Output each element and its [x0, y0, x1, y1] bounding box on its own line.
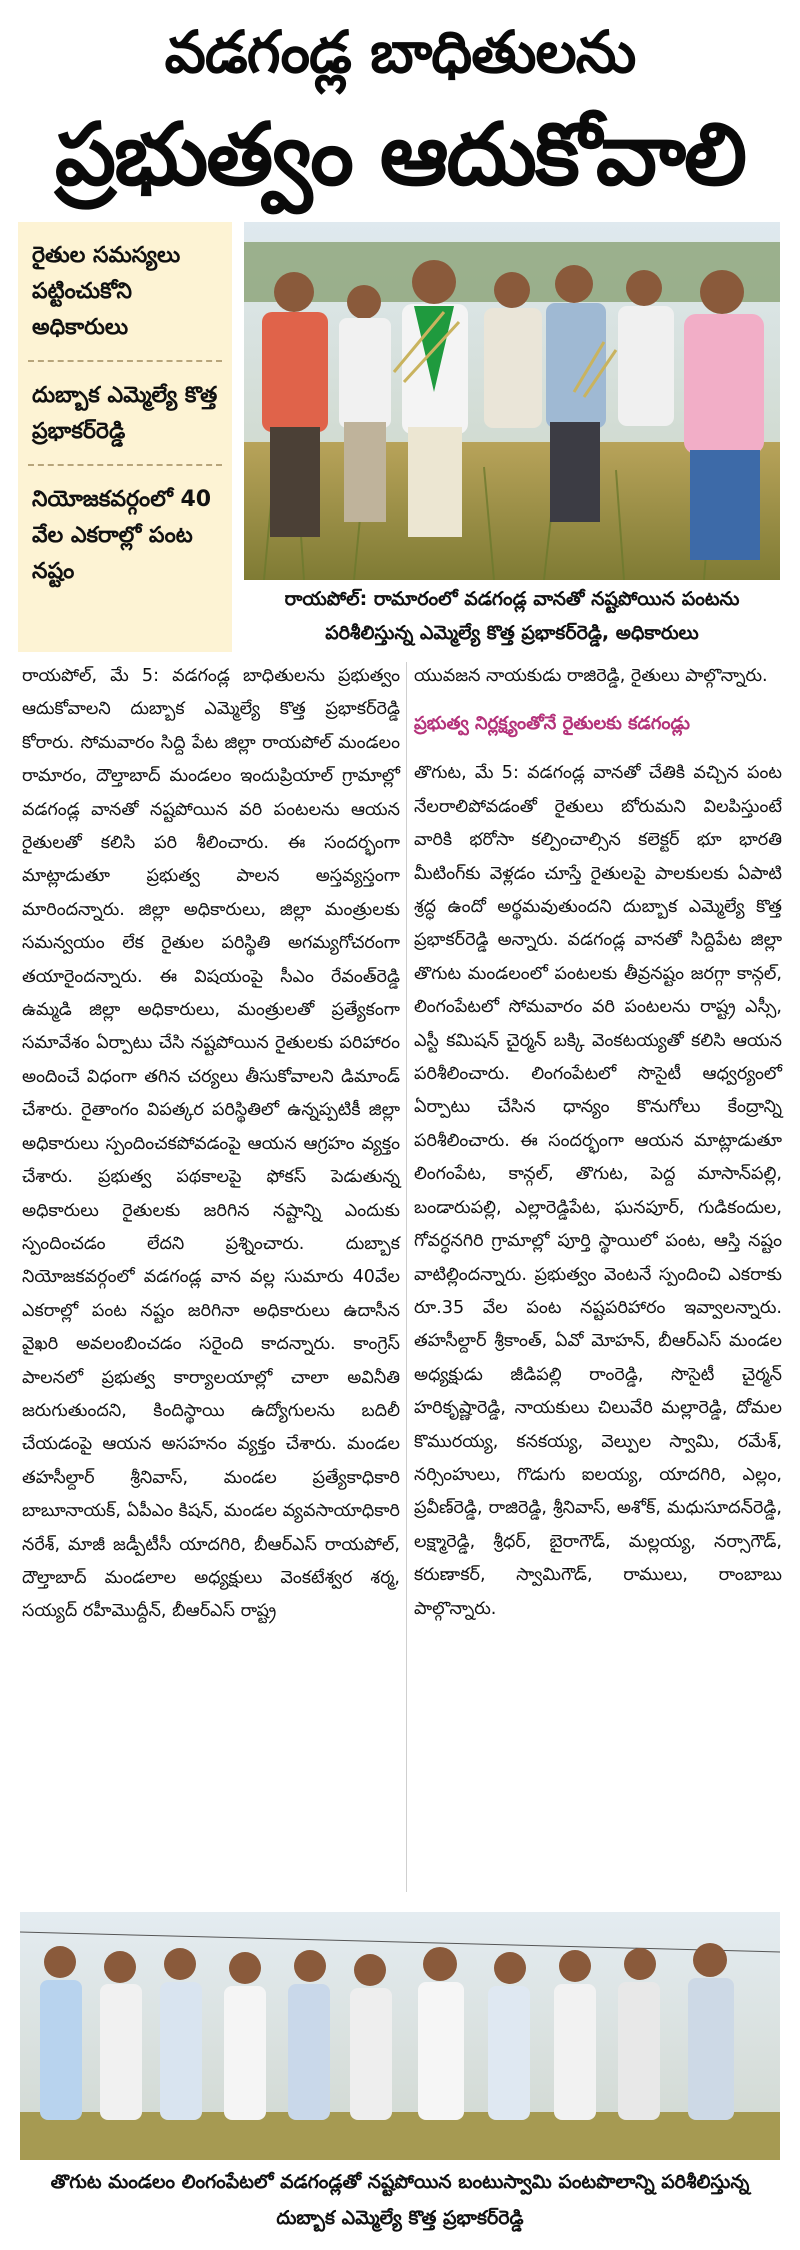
article-continuation: యువజన నాయకుడు రాజిరెడ్డి, రైతులు పాల్గొన్నారు. [414, 666, 768, 686]
highlights-sidebar [18, 222, 236, 652]
group-inspection-photo [20, 1912, 780, 2160]
headline-line-2: ప్రభుత్వం ఆదుకోవాలి [54, 105, 746, 205]
column-divider [406, 662, 407, 1892]
highlight-item-1: రైతుల సమస్యలు పట్టించుకోని అధికారులు [32, 243, 181, 340]
article-column-1 [22, 660, 400, 1629]
article-column-2 [414, 660, 782, 1626]
article-paragraph: తొగుట, మే 5: వడగండ్ల వానతో చేతికి వచ్చిన పంట నేలరాలిపోవడంతో రైతులు బోరుమని విలపిస్తుంటే వారికి భరోసా కల్పించాల్సిన కలెక్టర్‌ భూ భారతి మీటింగ్‌కు వెళ్లడం చూస్తే రైతులపై పాలకులకు ఏపాటి శ్రద్ధ ఉందో అర్థమవుతుందని దుబ్బాక ఎమ్మెల్యే కొత్త ప్రభాకర్‌రెడ్డి అన్నారు. వడగండ్ల వానతో సిద్దిపేట జిల్లా తొగుట మండలంలో పంటలకు తీవ్రనష్టం జరగ్గా కాన్గల్‌, లింగంపేటలో సోమవారం వరి పంటలను రాష్ట్ర ఎస్సీ, ఎస్టీ కమిషన్‌ చైర్మన్‌ బక్కి వెంకటయ్యతో కలిసి ఆయన పరిశీలించారు. లింగంపేటలో సొసైటీ ఆధ్వర్యంలో ఏర్పాటు చేసిన ధాన్యం కొనుగోలు కేంద్రాన్ని పరిశీలించారు. ఈ సందర్భంగా ఆయన మాట్లాడుతూ లింగంపేట, కాన్గల్‌, తొగుట, పెద్ద మాసాన్‌పల్లి, బండారుపల్లి, ఎల్లారెడ్డిపేట, ఘనపూర్‌, గుడికందుల, గోవర్ధనగిరి గ్రామాల్లో పూర్తి స్థాయిలో పంట, ఆస్తి నష్టం వాటిల్లిందన్నారు. ప్రభుత్వం వెంటనే స్పందించి ఎకరాకు రూ.35 వేల పంట నష్టపరిహారం ఇవ్వాలన్నారు. తహసీల్దార్‌ శ్రీకాంత్‌, ఏవో మోహన్‌, బీఆర్‌ఎస్‌ మండల అధ్యక్షుడు జీడిపల్లి రాంరెడ్డి, సొసైటీ చైర్మన్‌ హరికృష్ణారెడ్డి, నాయకులు చిలువేరి మల్లారెడ్డి, దోమల కొమురయ్య, కనకయ్య, వెల్పుల స్వామి, రమేశ్‌, నర్సింహులు, గొడుగు ఐలయ్య, యాదగిరి, ఎల్లం, ప్రవీణ్‌రెడ్డి, రాజిరెడ్డి, శ్రీనివాస్‌, అశోక్‌, మధుసూదన్‌రెడ్డి, లక్ష్మారెడ్డి, శ్రీధర్‌, బైరాగౌడ్‌, మల్లయ్య, నర్సాగౌడ్‌, కరుణాకర్‌, స్వామిగౌడ్‌, రాములు, రాంబాబు పాల్గొన్నారు. [414, 763, 782, 1619]
field-inspection-photo [244, 222, 780, 580]
photo-caption-1: రాయపోల్‌: రామారంలో వడగండ్ల వానతో నష్టపోయిన పంటను పరిశీలిస్తున్న ఎమ్మెల్యే కొత్త ప్రభాకర్‌రెడ్డి, అధికారులు [284, 588, 740, 644]
article-paragraph: రాయపోల్‌, మే 5: వడగండ్ల బాధితులను ప్రభుత్వం ఆదుకోవాలని దుబ్బాక ఎమ్మెల్యే కొత్త ప్రభాకర్‌రెడ్డి కోరారు. సోమవారం సిద్ది పేట జిల్లా రాయపోల్‌ మండలం రామారం, దౌల్తాబాద్‌ మండలం ఇందుప్రియాల్‌ గ్రామాల్లో వడగండ్ల వానతో నష్టపోయిన వరి పంటలను ఆయన రైతులతో కలిసి పరి శీలించారు. ఈ సందర్భంగా మాట్లాడుతూ ప్రభుత్వ పాలన అస్తవ్యస్తంగా మారిందన్నారు. జిల్లా అధికారులు, జిల్లా మంత్రులకు సమన్వయం లేక రైతుల పరిస్థితి అగమ్యగోచరంగా తయారైందన్నారు. ఈ విషయంపై సీఎం రేవంత్‌రెడ్డి ఉమ్మడి జిల్లా అధికారులు, మంత్రులతో ప్రత్యేకంగా సమావేశం ఏర్పాటు చేసి నష్టపోయిన రైతులకు పరిహారం అందించే విధంగా తగిన చర్యలు తీసుకోవాలని డిమాండ్‌ చేశారు. రైతాంగం విపత్కర పరిస్థితిలో ఉన్నప్పటికీ జిల్లా అధికారులు స్పందించకపోవడంపై ఆయన ఆగ్రహం వ్యక్తం చేశారు. ప్రభుత్వ పథకాలపై ఫోకస్‌ పెడుతున్న అధికారులు రైతులకు జరిగిన నష్టాన్ని ఎందుకు స్పందించడం లేదని ప్రశ్నించారు. దుబ్బాక నియోజకవర్గంలో వడగండ్ల వాన వల్ల సుమారు 40వేల ఎకరాల్లో పంట నష్టం జరిగినా అధికారులు ఉదాసీన వైఖరి అవలంబించడం సరైంది కాదన్నారు. కాంగ్రెస్‌ పాలనలో ప్రభుత్వ కార్యాలయాల్లో చాలా అవినీతి జరుగుతుందని, కిందిస్థాయి ఉద్యోగులను బదిలీ చేయడంపై ఆయన అసహనం వ్యక్తం చేశారు. మండల తహసీల్దార్‌ శ్రీనివాస్‌, మండల ప్రత్యేకాధికారి బాబూనాయక్‌, ఏపీఎం కిషన్‌, మండల వ్యవసాయాధికారి నరేశ్‌, మాజీ జడ్పీటీసీ యాదగిరి, బీఆర్‌ఎస్‌ రాయపోల్‌, దౌల్తాబాద్‌ మండలాల అధ్యక్షులు వెంకటేశ్వర శర్మ, సయ్యద్‌ రహీమొద్దీన్‌, బీఆర్‌ఎస్‌ రాష్ట్ర [22, 666, 400, 1622]
headline-line-1: వడగండ్ల బాధితులను [164, 18, 636, 86]
article-subheading: ప్రభుత్వ నిర్లక్ష్యంతోనే రైతులకు కడగండ్లు [414, 713, 691, 735]
photo-caption-2: తొగుట మండలం లింగంపేటలో వడగండ్లతో నష్టపోయిన బంటుస్వామి పంటపొలాన్ని పరిశీలిస్తున్న దుబ్బాక ఎమ్మెల్యే కొత్త ప్రభాకర్‌రెడ్డి [50, 2171, 750, 2229]
highlight-item-2: దుబ్బాక ఎమ్మెల్యే కొత్త ప్రభాకర్‌రెడ్డి [32, 383, 218, 444]
highlight-item-3: నియోజకవర్గంలో 40 వేల ఎకరాల్లో పంట నష్టం [32, 487, 212, 584]
